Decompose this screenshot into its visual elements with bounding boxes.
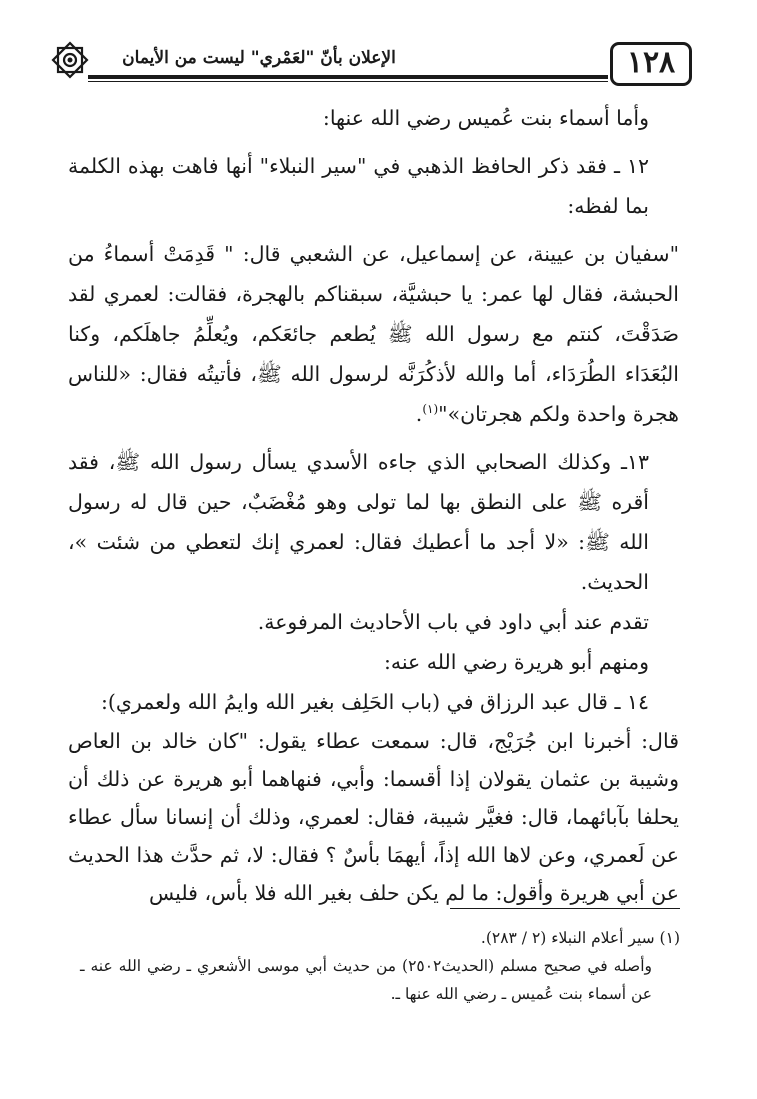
header-rule-thin xyxy=(88,81,608,82)
star-ornament-icon xyxy=(50,40,90,80)
paragraph-2: ١٢ ـ فقد ذكر الحافظ الذهبي في "سير النبلاء" أنها فاهت بهذه الكلمة بما لفظه: xyxy=(68,154,649,218)
footnote-2: وأصله في صحيح مسلم (الحديث٢٥٠٢) من حديث أبي موسى الأشعري ـ رضي الله عنه ـ عن أسماء بنت عُميس ـ رضي الله عنها ـ. xyxy=(80,957,652,1003)
paragraph-6: ومنهم أبو هريرة رضي الله عنه: xyxy=(383,650,649,674)
header-rule xyxy=(88,75,608,79)
paragraph-8: قال: أخبرنا ابن جُرَيْج، قال: سمعت عطاء يقول: "كان خالد بن العاص وشيبة بن عثمان يقولان إذا أقسما: وأبي، فنهاهما أبو هريرة عن ذلك أن يحلفا بآبائهما، قال: فغيَّر شيبة، فقال: لعمري، وذلك أن إنسانا سأل عطاء عن لَعمري، وعن لاها الله إذاً، أيهمَا بأسٌ ؟ فقال: لا، ثم حدَّث هذا الحديث عن أبي هريرة وأقول: ما لم يكن حلف بغير الله فلا بأس، فليس xyxy=(68,729,679,905)
quote-text: "سفيان بن عيينة، عن إسماعيل، عن الشعبي قال: " قَدِمَتْ أسماءُ من الحبشة، فقال لها عمر: يا حبشيَّة، سبقناكم بالهجرة، فقالت: لعمري لقد صَدَقْتَ، كنتم مع رسول الله ﷺ يُطعم جائعَكم، ويُعلِّمُ جاهلَكم، وكنا البُعَدَاء الطُرَدَاء، أما والله لأذكُرَنَّه لرسول الله ﷺ، فأتيتُه فقال: «للناس هجرة واحدة ولكم هجرتان»" xyxy=(68,242,679,426)
footnote-ref: (١) xyxy=(422,402,439,417)
page-header xyxy=(50,20,698,90)
paragraph-4: ١٣ـ وكذلك الصحابي الذي جاءه الأسدي يسأل رسول الله ﷺ، فقد أقره ﷺ على النطق بها لما تولى وهو مُغْضَبٌ، حين قال له رسول الله ﷺ: «لا أجد ما أعطيك فقال: لعمري إنك لتعطي من شئت »، الحديث. xyxy=(68,450,649,594)
footnote-1: (١) سير أعلام النبلاء (٢ / ٢٨٣). xyxy=(480,929,680,947)
paragraph-5: تقدم عند أبي داود في باب الأحاديث المرفوعة. xyxy=(257,610,649,634)
paragraph-7: ١٤ ـ قال عبد الرزاق في (باب الحَلِف بغير الله وايمُ الله ولعمري): xyxy=(100,690,649,714)
quote-end: . xyxy=(415,402,423,426)
footnote-separator xyxy=(450,908,680,909)
page-number: ١٢٨ xyxy=(610,42,692,86)
main-text xyxy=(68,98,679,912)
footnotes xyxy=(80,924,680,1008)
running-title: الإعلان بأنّ "لعَمْري" ليست من الأيمان xyxy=(122,48,396,68)
paragraph-1: وأما أسماء بنت عُميس رضي الله عنها: xyxy=(322,106,649,130)
paragraph-3 xyxy=(68,234,679,434)
